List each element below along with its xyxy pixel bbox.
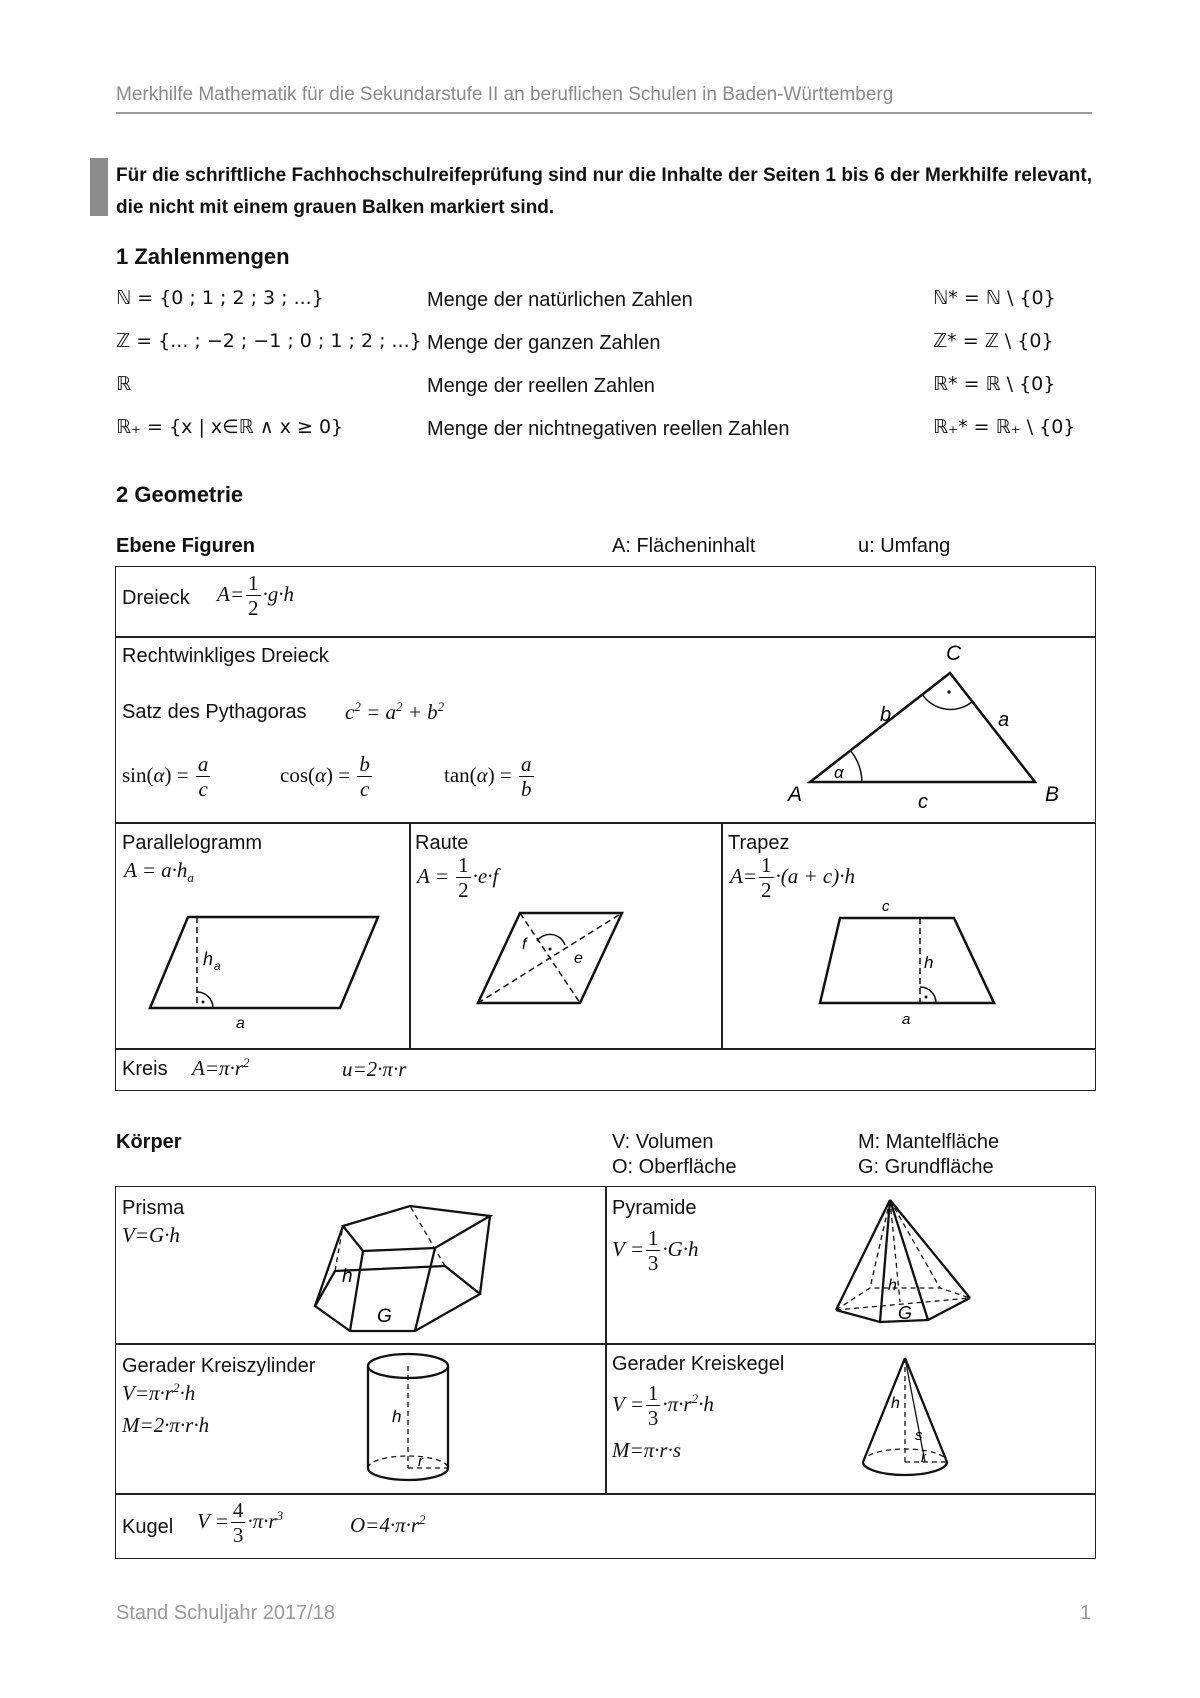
legend-area: A: Flächeninhalt <box>612 535 756 557</box>
raute-formula: A = $\frac{1}{2}$ ·e·f <box>417 853 499 902</box>
notice-text: Für die schriftliche Fachhochschulreifeprüfung sind nur die Inhalte der Seiten 1 bis 6 der Merkhilfe relevant, die nicht mit einem grauen Balken markiert sind. <box>116 165 1092 218</box>
header-rule <box>116 112 1092 114</box>
svg-text:A: A <box>788 783 803 806</box>
svg-text:h: h <box>342 1266 353 1287</box>
trapez-formula: A= $\frac{1}{2}$ ·(a + c)·h <box>730 853 855 902</box>
svg-text:a: a <box>214 959 221 973</box>
set-real-desc: Menge der reellen Zahlen <box>427 375 655 397</box>
kreis-label: Kreis <box>122 1058 168 1080</box>
set-natural-desc: Menge der natürlichen Zahlen <box>427 289 693 311</box>
svg-text:r: r <box>418 1453 423 1470</box>
kegel-volume-formula: V = $\frac{1}{3}$ $\cdot\pi\cdot r^2\cdot h$ <box>612 1381 714 1430</box>
kugel-label: Kugel <box>122 1516 174 1538</box>
table-divider <box>115 1048 1096 1050</box>
svg-text:f: f <box>522 936 527 953</box>
set-integer-star: ℤ* = ℤ \ {0} <box>933 330 1054 352</box>
svg-text:s: s <box>915 1427 923 1444</box>
svg-text:a: a <box>998 709 1010 731</box>
table-divider <box>409 822 411 1048</box>
pyramide-formula: V = $\frac{1}{3}$ ·G·h <box>612 1226 699 1275</box>
set-nonneg: ℝ₊ = {x | x∈ℝ ∧ x ≥ 0} <box>116 416 344 438</box>
gray-marker-bar <box>90 158 108 216</box>
legend-base: G: Grundfläche <box>858 1156 994 1178</box>
dreieck-label: Dreieck <box>122 587 190 609</box>
svg-text:c: c <box>882 898 890 915</box>
tan-formula: tan(α) = $\frac{a}{b}$ <box>444 752 532 801</box>
svg-text:h: h <box>203 949 214 969</box>
parallelogramm-label: Parallelogramm <box>122 832 263 854</box>
cos-formula: cos(α) = $\frac{b}{c}$ <box>280 752 370 801</box>
svg-text:G: G <box>377 1306 392 1327</box>
koerper-title: Körper <box>116 1131 182 1153</box>
section-1-title: 1 Zahlenmengen <box>116 244 290 269</box>
cone-figure <box>855 1350 965 1490</box>
parallelogramm-formula: $A = a\cdot h_a$ <box>124 858 194 886</box>
kreis-area-formula: $A=\pi\cdot r^2$ <box>192 1055 250 1080</box>
set-real: ℝ <box>116 373 132 395</box>
svg-text:α: α <box>834 763 844 782</box>
legend-perimeter: u: Umfang <box>858 535 951 557</box>
zylinder-volume-formula: $V=\pi\cdot r^2\cdot h$ <box>122 1380 196 1405</box>
section-2-title: 2 Geometrie <box>116 482 244 507</box>
kugel-surface-formula: $O=4\cdot\pi\cdot r^2$ <box>350 1512 426 1537</box>
pythagoras-label: Satz des Pythagoras <box>122 701 307 723</box>
set-nonneg-desc: Menge der nichtnegativen reellen Zahlen <box>427 418 790 440</box>
legend-surface: O: Oberfläche <box>612 1156 737 1178</box>
svg-text:B: B <box>1045 783 1060 806</box>
sin-formula: sin(α) = $\frac{a}{c}$ <box>122 752 209 801</box>
prisma-formula: V=G·h <box>122 1223 180 1247</box>
raute-label: Raute <box>415 832 469 854</box>
svg-text:C: C <box>946 642 962 665</box>
legend-lateral: M: Mantelfläche <box>858 1131 1000 1153</box>
ebene-figuren-title: Ebene Figuren <box>116 535 255 557</box>
prisma-label: Prisma <box>122 1197 185 1219</box>
pyramid-figure <box>830 1192 980 1340</box>
footer-date: Stand Schuljahr 2017/18 <box>116 1602 336 1624</box>
kreis-perimeter-formula: u=2·π·r <box>342 1057 407 1081</box>
page-number: 1 <box>1080 1602 1092 1624</box>
set-nonneg-star: ℝ₊* = ℝ₊ \ {0} <box>933 416 1076 438</box>
table-divider <box>605 1186 607 1493</box>
trapez-figure <box>810 898 1010 1033</box>
kegel-label: Gerader Kreiskegel <box>612 1353 785 1375</box>
svg-text:a: a <box>902 1011 911 1028</box>
kegel-lateral-formula: M=π·r·s <box>612 1438 682 1462</box>
set-real-star: ℝ* = ℝ \ {0} <box>933 373 1056 395</box>
svg-text:h: h <box>888 1277 897 1294</box>
zylinder-label: Gerader Kreiszylinder <box>122 1355 316 1377</box>
svg-text:h: h <box>891 1395 900 1412</box>
set-integer-desc: Menge der ganzen Zahlen <box>427 332 661 354</box>
set-natural-star: ℕ* = ℕ \ {0} <box>933 287 1056 309</box>
raute-figure <box>470 905 640 1015</box>
kugel-volume-formula: V = $\frac{4}{3}$ $\cdot\pi\cdot r^3$ <box>197 1498 284 1547</box>
table-divider <box>115 636 1096 638</box>
table-divider <box>115 822 1096 824</box>
zylinder-lateral-formula: M=2·π·r·h <box>122 1413 210 1437</box>
set-integer: ℤ = {... ; −2 ; −1 ; 0 ; 1 ; 2 ; ...} <box>116 330 422 352</box>
svg-text:r: r <box>921 1449 926 1466</box>
rechtwinklig-label: Rechtwinkliges Dreieck <box>122 645 329 667</box>
parallelogramm-figure <box>140 905 390 1035</box>
svg-text:h: h <box>392 1407 402 1426</box>
set-natural: ℕ = {0 ; 1 ; 2 ; 3 ; ...} <box>116 287 324 309</box>
table-divider <box>721 822 723 1048</box>
svg-text:e: e <box>574 950 583 967</box>
table-divider <box>115 1493 1096 1495</box>
svg-text:a: a <box>236 1015 245 1032</box>
page-header: Merkhilfe Mathematik für die Sekundarstufe II an beruflichen Schulen in Baden-Württemberg <box>116 84 894 105</box>
svg-text:h: h <box>924 953 934 972</box>
prism-figure <box>305 1196 565 1341</box>
cylinder-figure <box>360 1346 460 1489</box>
legend-volume: V: Volumen <box>612 1131 714 1153</box>
pyramide-label: Pyramide <box>612 1197 697 1219</box>
svg-text:G: G <box>898 1303 913 1323</box>
pythagoras-formula: $c^2 = a^2 + b^2$ <box>345 699 445 724</box>
dreieck-formula: A= $\frac{1}{2}$ ·g·h <box>217 571 294 620</box>
trapez-label: Trapez <box>728 832 790 854</box>
right-triangle-figure <box>770 640 1070 815</box>
svg-text:c: c <box>918 791 928 813</box>
svg-text:b: b <box>880 704 892 726</box>
